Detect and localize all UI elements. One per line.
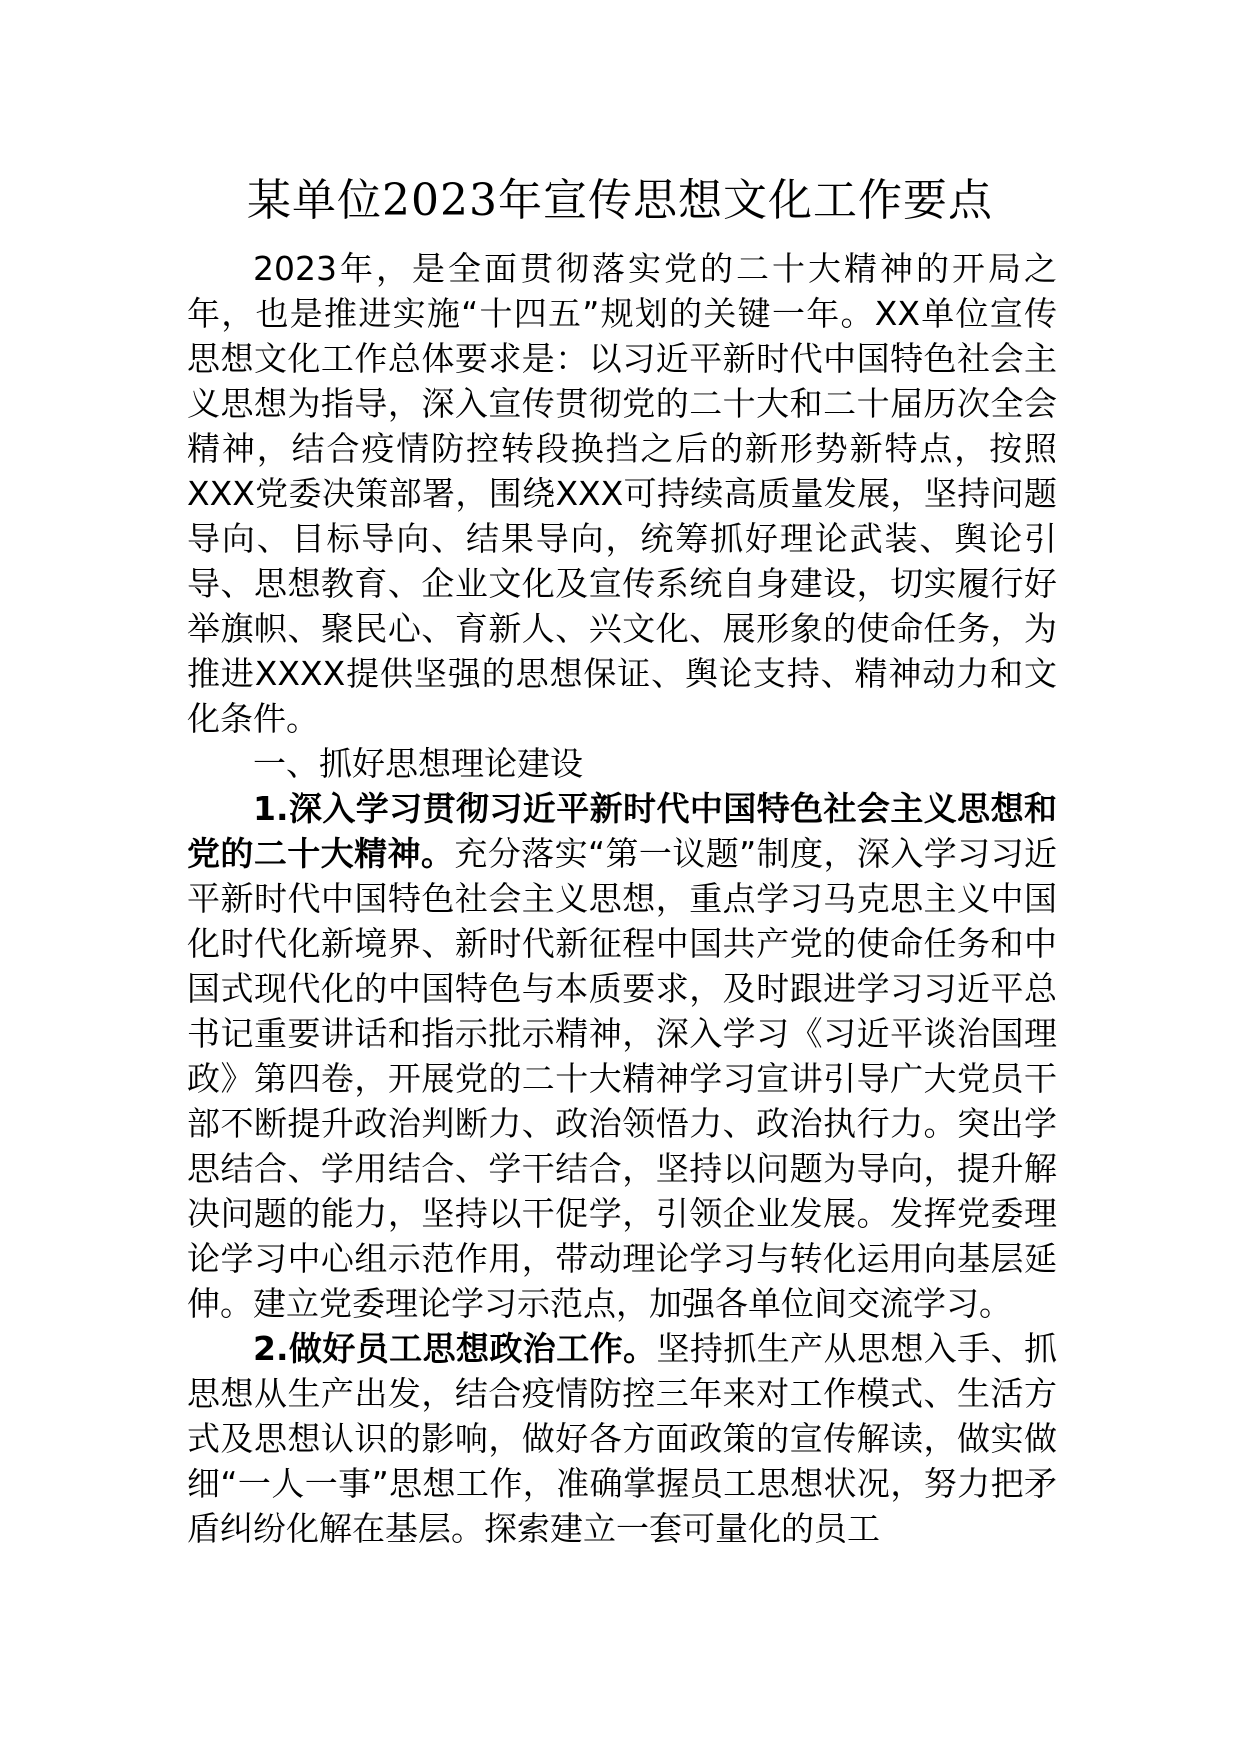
section-heading: 一、抓好思想理论建设 [253, 744, 583, 783]
item-body-2: 坚持抓生产从思想入手、抓思想从生产出发，结合疫情防控三年来对工作模式、生活方式及思想认识的影响，做好各方面政策的宣传解读，做实做细“一人一事”思想工作，准确掌握员工思想状况，努力把矛盾纠纷化解在基层。探索建立一套可量化的员工 [187, 1329, 1058, 1548]
document-title: 某单位2023年宣传思想文化工作要点 [247, 175, 993, 226]
intro-paragraph: 2023年，是全面贯彻落实党的二十大精神的开局之年，也是推进实施“十四五”规划的关键一年。XX单位宣传思想文化工作总体要求是：以习近平新时代中国特色社会主义思想为指导，深入宣传贯彻党的二十大和二十届历次全会精神，结合疫情防控转段换挡之后的新形势新特点，按照XXX党委决策部署，围绕XXX可持续高质量发展，坚持问题导向、目标导向、结果导向，统筹抓好理论武装、舆论引导、思想教育、企业文化及宣传系统自身建设，切实履行好举旗帜、聚民心、育新人、兴文化、展形象的使命任务，为推进XXXX提供坚强的思想保证、舆论支持、精神动力和文化条件。 [187, 249, 1057, 738]
item-paragraph-2 [187, 1326, 1057, 1551]
item-body-1: 充分落实“第一议题”制度，深入学习习近平新时代中国特色社会主义思想，重点学习马克思主义中国化时代化新境界、新时代新征程中国共产党的使命任务和中国式现代化的中国特色与本质要求，及时跟进学习习近平总书记重要讲话和指示批示精神，深入学习《习近平谈治国理政》第四卷，开展党的二十大精神学习宣讲引导广大党员干部不断提升政治判断力、政治领悟力、政治执行力。突出学思结合、学用结合、学干结合，坚持以问题为导向，提升解决问题的能力，坚持以干促学，引领企业发展。发挥党委理论学习中心组示范作用，带动理论学习与转化运用向基层延伸。建立党委理论学习示范点，加强各单位间交流学习。 [187, 834, 1057, 1323]
item-lead-1: 1.深入学习贯彻习近平新时代中国特色社会主义思想和党的二十大精神。 [187, 789, 1057, 873]
item-paragraph-1 [187, 786, 1057, 1326]
document-body [187, 246, 1057, 1551]
item-lead-2: 2.做好员工思想政治工作。 [253, 1329, 657, 1368]
